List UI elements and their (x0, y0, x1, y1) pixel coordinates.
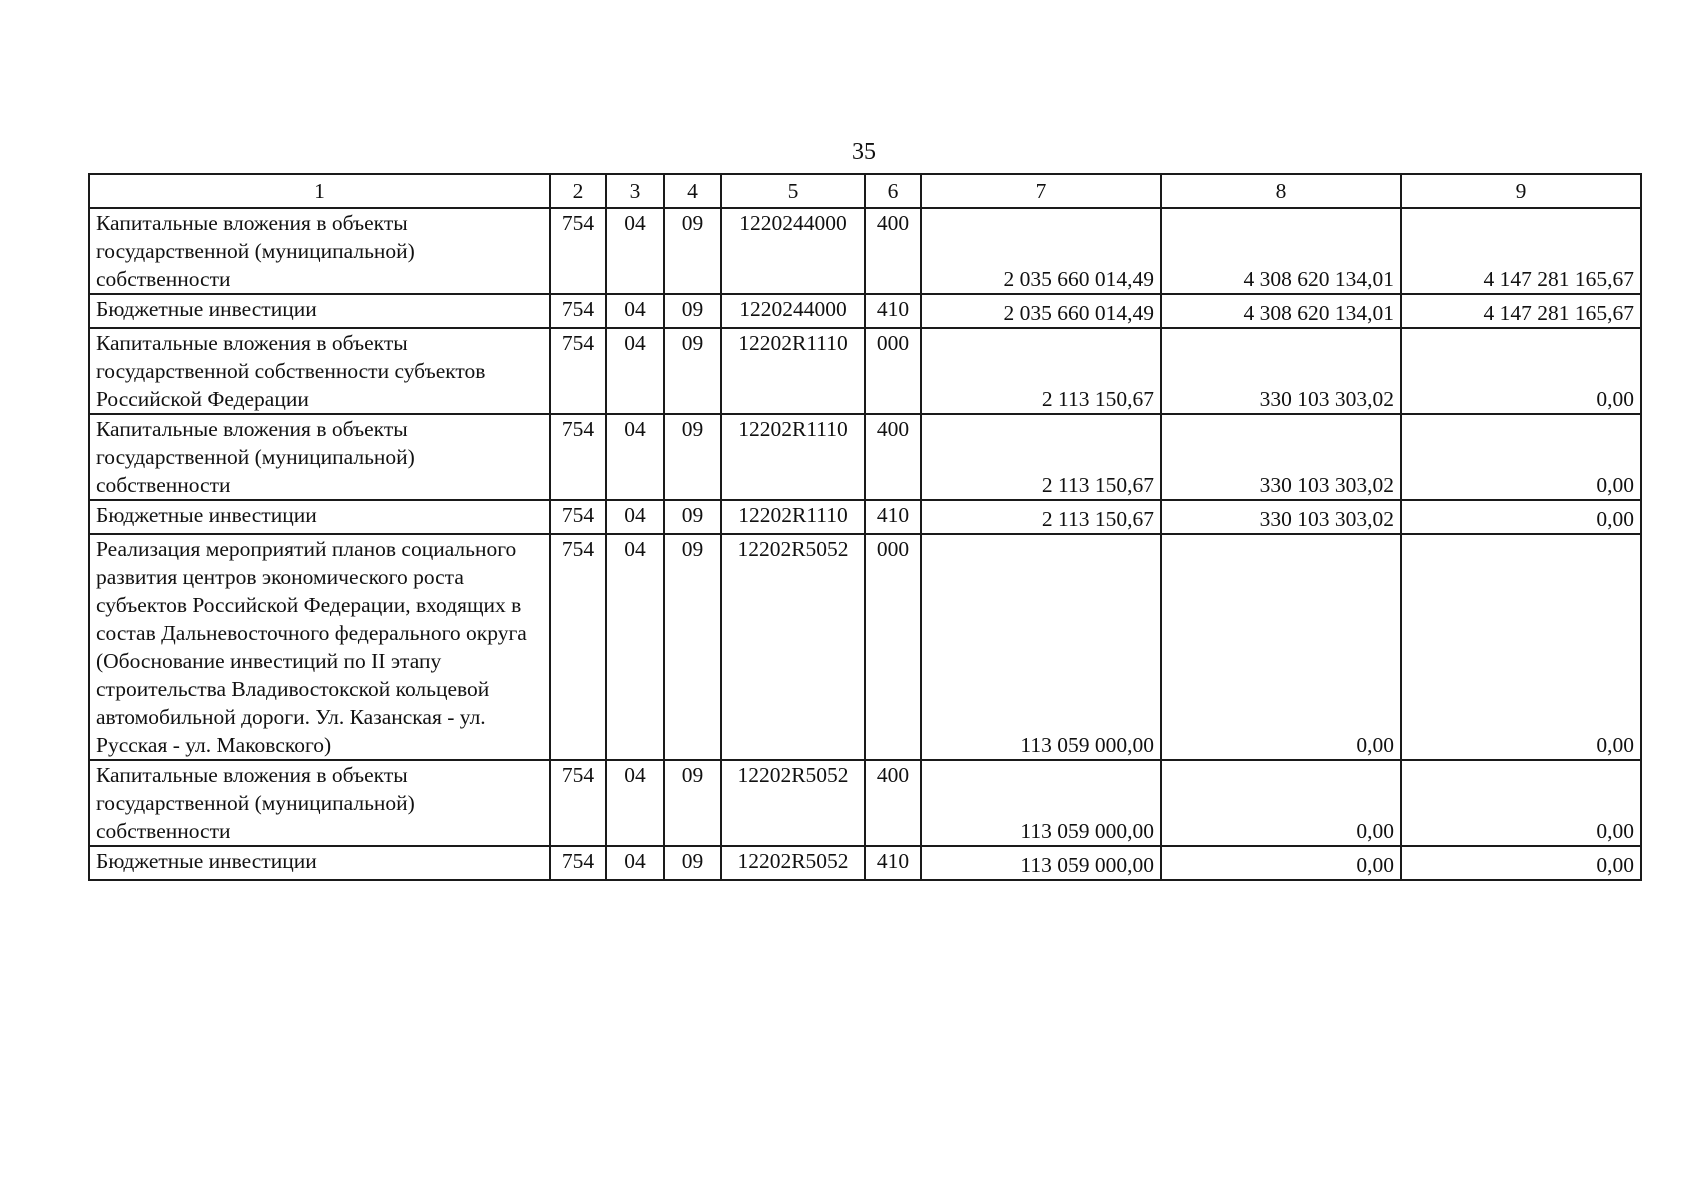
section-code: 04 (606, 328, 664, 414)
subsection-code: 09 (664, 846, 721, 880)
table-row (89, 414, 1641, 500)
amount-col-9: 4 147 281 165,67 (1401, 208, 1641, 294)
subsection-code: 09 (664, 500, 721, 534)
expense-type-code: 400 (865, 208, 921, 294)
table-row (89, 294, 1641, 328)
amount-col-9: 0,00 (1401, 414, 1641, 500)
amount-col-7: 113 059 000,00 (921, 534, 1161, 760)
row-name: Реализация мероприятий планов социального развития центров экономического роста субъектов Российской Федерации, входящих в состав Дальневосточного федерального округа (Обоснование инвестиций по II этапу строительства Владивостокской кольцевой автомобильной дороги. Ул. Казанская - ул. Русская - ул. Маковского) (89, 534, 550, 760)
ministry-code: 754 (550, 414, 606, 500)
ministry-code: 754 (550, 208, 606, 294)
section-code: 04 (606, 760, 664, 846)
subsection-code: 09 (664, 534, 721, 760)
target-article-code: 12202R5052 (721, 534, 865, 760)
row-name: Капитальные вложения в объекты государственной (муниципальной) собственности (89, 760, 550, 846)
target-article-code: 12202R5052 (721, 846, 865, 880)
section-code: 04 (606, 208, 664, 294)
amount-col-8: 330 103 303,02 (1161, 328, 1401, 414)
amount-col-8: 0,00 (1161, 760, 1401, 846)
amount-col-7: 113 059 000,00 (921, 846, 1161, 880)
amount-col-8: 0,00 (1161, 534, 1401, 760)
amount-col-7: 2 113 150,67 (921, 500, 1161, 534)
ministry-code: 754 (550, 846, 606, 880)
amount-col-9: 4 147 281 165,67 (1401, 294, 1641, 328)
amount-col-9: 0,00 (1401, 760, 1641, 846)
expense-type-code: 400 (865, 414, 921, 500)
table-row (89, 534, 1641, 760)
amount-col-7: 2 113 150,67 (921, 414, 1161, 500)
row-name: Капитальные вложения в объекты государственной (муниципальной) собственности (89, 414, 550, 500)
header-cell: 7 (921, 174, 1161, 208)
table-row (89, 328, 1641, 414)
target-article-code: 1220244000 (721, 294, 865, 328)
header-cell: 1 (89, 174, 550, 208)
amount-col-9: 0,00 (1401, 846, 1641, 880)
amount-col-8: 330 103 303,02 (1161, 500, 1401, 534)
section-code: 04 (606, 414, 664, 500)
amount-col-9: 0,00 (1401, 500, 1641, 534)
amount-col-7: 2 113 150,67 (921, 328, 1161, 414)
amount-col-9: 0,00 (1401, 534, 1641, 760)
expense-type-code: 000 (865, 328, 921, 414)
ministry-code: 754 (550, 534, 606, 760)
ministry-code: 754 (550, 760, 606, 846)
target-article-code: 12202R1110 (721, 414, 865, 500)
expense-type-code: 410 (865, 846, 921, 880)
header-cell: 2 (550, 174, 606, 208)
row-name: Капитальные вложения в объекты государственной (муниципальной) собственности (89, 208, 550, 294)
target-article-code: 12202R1110 (721, 500, 865, 534)
amount-col-7: 2 035 660 014,49 (921, 208, 1161, 294)
amount-col-8: 0,00 (1161, 846, 1401, 880)
section-code: 04 (606, 846, 664, 880)
table-row (89, 846, 1641, 880)
page-number: 35 (852, 139, 876, 165)
expense-type-code: 410 (865, 500, 921, 534)
row-name: Бюджетные инвестиции (89, 846, 550, 880)
section-code: 04 (606, 534, 664, 760)
expense-type-code: 400 (865, 760, 921, 846)
ministry-code: 754 (550, 294, 606, 328)
section-code: 04 (606, 294, 664, 328)
amount-col-8: 330 103 303,02 (1161, 414, 1401, 500)
amount-col-7: 113 059 000,00 (921, 760, 1161, 846)
header-cell: 9 (1401, 174, 1641, 208)
header-cell: 8 (1161, 174, 1401, 208)
subsection-code: 09 (664, 328, 721, 414)
amount-col-8: 4 308 620 134,01 (1161, 208, 1401, 294)
header-cell: 6 (865, 174, 921, 208)
expense-type-code: 410 (865, 294, 921, 328)
ministry-code: 754 (550, 500, 606, 534)
amount-col-7: 2 035 660 014,49 (921, 294, 1161, 328)
amount-col-9: 0,00 (1401, 328, 1641, 414)
amount-col-8: 4 308 620 134,01 (1161, 294, 1401, 328)
row-name: Бюджетные инвестиции (89, 500, 550, 534)
table-row (89, 208, 1641, 294)
header-cell: 3 (606, 174, 664, 208)
target-article-code: 1220244000 (721, 208, 865, 294)
subsection-code: 09 (664, 208, 721, 294)
table-row (89, 760, 1641, 846)
section-code: 04 (606, 500, 664, 534)
row-name: Капитальные вложения в объекты государственной собственности субъектов Российской Федерации (89, 328, 550, 414)
budget-table (88, 173, 1642, 881)
row-name: Бюджетные инвестиции (89, 294, 550, 328)
target-article-code: 12202R5052 (721, 760, 865, 846)
subsection-code: 09 (664, 760, 721, 846)
header-cell: 5 (721, 174, 865, 208)
target-article-code: 12202R1110 (721, 328, 865, 414)
header-cell: 4 (664, 174, 721, 208)
subsection-code: 09 (664, 294, 721, 328)
header-row (89, 174, 1641, 208)
expense-type-code: 000 (865, 534, 921, 760)
table-row (89, 500, 1641, 534)
subsection-code: 09 (664, 414, 721, 500)
ministry-code: 754 (550, 328, 606, 414)
